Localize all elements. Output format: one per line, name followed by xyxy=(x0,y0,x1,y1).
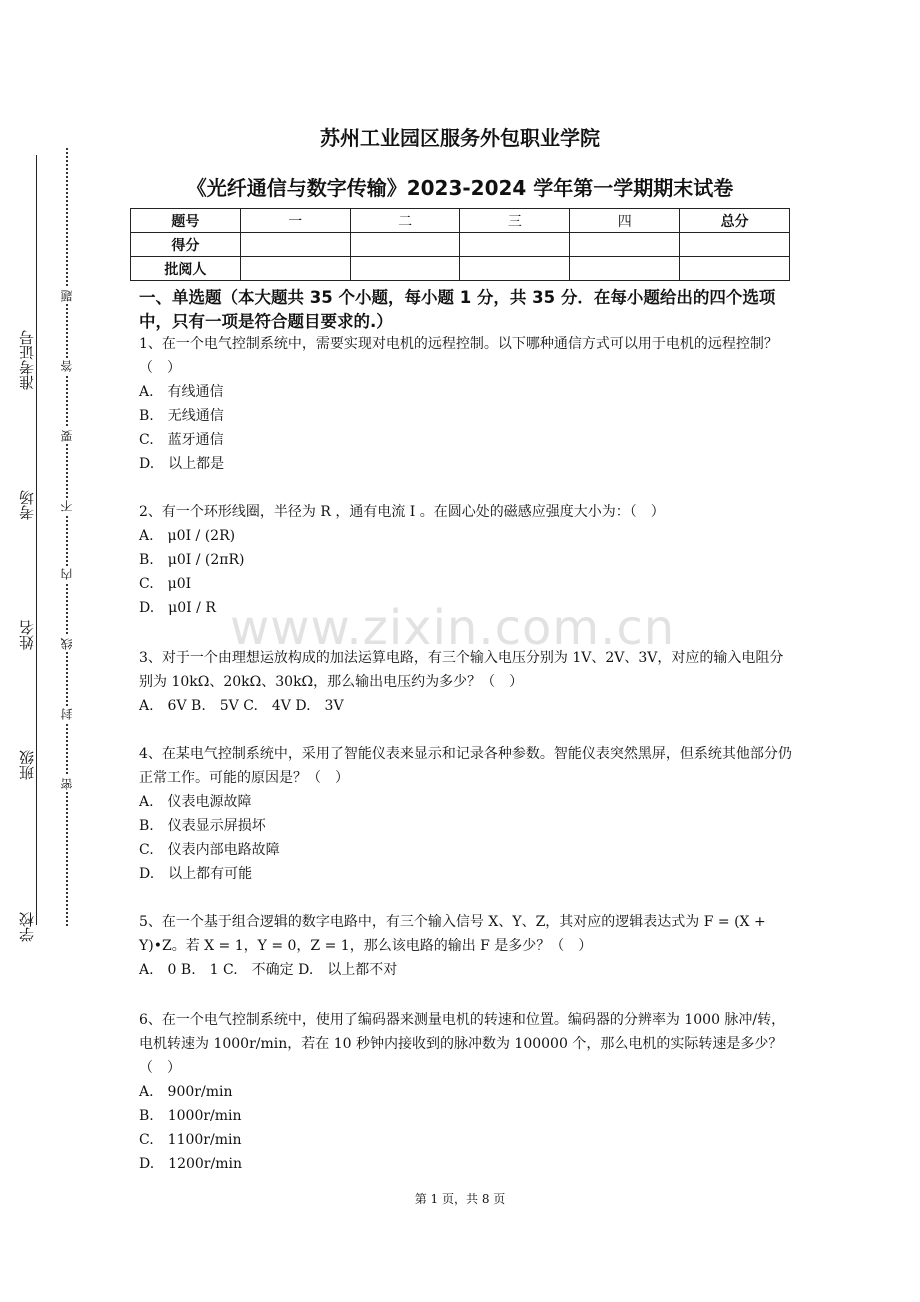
label-class: 班级 xyxy=(18,750,36,780)
option[interactable]: D. 1200r/min xyxy=(139,1156,242,1172)
question-stem: 5、在一个基于组合逻辑的数字电路中，有三个输入信号 X、Y、Z，其对应的逻辑表达式为 F = (X + Y)•Z。若 X = 1，Y = 0，Z = 1，那么该电路的输出 F 是多少？（ ） xyxy=(139,914,766,954)
option[interactable]: B. 无线通信 xyxy=(139,408,224,424)
question-stem: 4、在某电气控制系统中，采用了智能仪表来显示和记录各种参数。智能仪表突然黑屏，但系统其他部分仍正常工作。可能的原因是？（ ） xyxy=(139,746,792,786)
score-header-cell: 题号 xyxy=(131,209,241,233)
option[interactable]: A. 有线通信 xyxy=(139,384,224,400)
option[interactable]: B. 仪表显示屏损坏 xyxy=(139,818,266,834)
question-stem: 2、有一个环形线圈，半径为 R ，通有电流 I 。在圆心处的磁感应强度大小为：（ ） xyxy=(139,504,665,520)
option[interactable]: D. 以上都是 xyxy=(139,456,225,472)
label-school: 学校 xyxy=(18,912,36,942)
section-title: 一、单选题（本大题共 35 个小题，每小题 1 分，共 35 分．在每小题给出的四个选项中，只有一项是符合题目要求的.） xyxy=(139,288,776,331)
score-table xyxy=(130,208,790,281)
option[interactable]: C. 蓝牙通信 xyxy=(139,432,224,448)
question xyxy=(139,332,794,476)
score-header-cell: 总分 xyxy=(680,209,790,233)
school-title: 苏州工业园区服务外包职业学院 xyxy=(320,126,600,150)
page-number: 第 1 页，共 8 页 xyxy=(414,1192,506,1206)
question xyxy=(139,742,794,886)
seal-char: 题 xyxy=(60,290,74,302)
seal-char: 密 xyxy=(60,778,74,790)
option[interactable]: D. μ0I / R xyxy=(139,600,216,616)
reviewer-cell[interactable] xyxy=(680,257,790,281)
question xyxy=(139,910,794,982)
binding-solid-line xyxy=(36,155,37,925)
label-admission-number: 准考证号 xyxy=(18,330,36,390)
label-exam-room: 考场 xyxy=(18,490,36,520)
option-line[interactable]: A. 6V B. 5V C. 4V D. 3V xyxy=(139,698,344,714)
question-stem: 3、对于一个由理想运放构成的加法运算电路，有三个输入电压分别为 1V、2V、3V，对应的输入电阻分别为 10kΩ、20kΩ、30kΩ，那么输出电压约为多少？（ ） xyxy=(139,650,784,690)
score-cell[interactable] xyxy=(460,233,570,257)
option[interactable]: C. μ0I xyxy=(139,576,192,592)
question xyxy=(139,500,794,620)
score-header-cell: 二 xyxy=(350,209,460,233)
reviewer-row xyxy=(131,257,790,281)
option[interactable]: A. μ0I / (2R) xyxy=(139,528,236,544)
option[interactable]: D. 以上都有可能 xyxy=(139,866,253,882)
option[interactable]: B. μ0I / (2πR) xyxy=(139,552,245,568)
seal-char: 线 xyxy=(60,638,74,650)
seal-char: 答 xyxy=(60,360,74,372)
option[interactable]: C. 1100r/min xyxy=(139,1132,242,1148)
seal-char: 内 xyxy=(60,568,74,580)
option[interactable]: B. 1000r/min xyxy=(139,1108,242,1124)
label-name: 姓名 xyxy=(18,620,36,650)
score-header-cell: 三 xyxy=(460,209,570,233)
option[interactable]: A. 900r/min xyxy=(139,1084,233,1100)
score-cell[interactable] xyxy=(240,233,350,257)
score-cell[interactable] xyxy=(350,233,460,257)
seal-char: 不 xyxy=(60,500,74,512)
score-cell[interactable] xyxy=(570,233,680,257)
question-stem: 6、在一个电气控制系统中，使用了编码器来测量电机的转速和位置。编码器的分辨率为 1000 脉冲/转，电机转速为 1000r/min，若在 10 秒钟内接收到的脉冲数为 100000 个，那么电机的实际转速是多少？（ ） xyxy=(139,1012,786,1076)
seal-char: 要 xyxy=(60,430,74,442)
score-header-cell: 一 xyxy=(240,209,350,233)
reviewer-cell[interactable] xyxy=(240,257,350,281)
question xyxy=(139,646,794,718)
watermark: www.zixin.com.cn xyxy=(230,600,676,656)
reviewer-cell[interactable] xyxy=(570,257,680,281)
score-table-header-row xyxy=(131,209,790,233)
score-row xyxy=(131,233,790,257)
seal-char: 封 xyxy=(60,708,74,720)
seal-dotted-line xyxy=(66,148,68,926)
question-stem: 1、在一个电气控制系统中，需要实现对电机的远程控制。以下哪种通信方式可以用于电机的远程控制？（ ） xyxy=(139,336,778,376)
reviewer-cell[interactable] xyxy=(460,257,570,281)
question xyxy=(139,1008,794,1176)
score-cell[interactable] xyxy=(680,233,790,257)
score-row-label: 得分 xyxy=(131,233,241,257)
exam-title: 《光纤通信与数字传输》2023-2024 学年第一学期期末试卷 xyxy=(186,176,734,200)
score-row-label: 批阅人 xyxy=(131,257,241,281)
option-line[interactable]: A. 0 B. 1 C. 不确定 D. 以上都不对 xyxy=(139,962,398,978)
reviewer-cell[interactable] xyxy=(350,257,460,281)
option[interactable]: C. 仪表内部电路故障 xyxy=(139,842,280,858)
score-header-cell: 四 xyxy=(570,209,680,233)
option[interactable]: A. 仪表电源故障 xyxy=(139,794,252,810)
